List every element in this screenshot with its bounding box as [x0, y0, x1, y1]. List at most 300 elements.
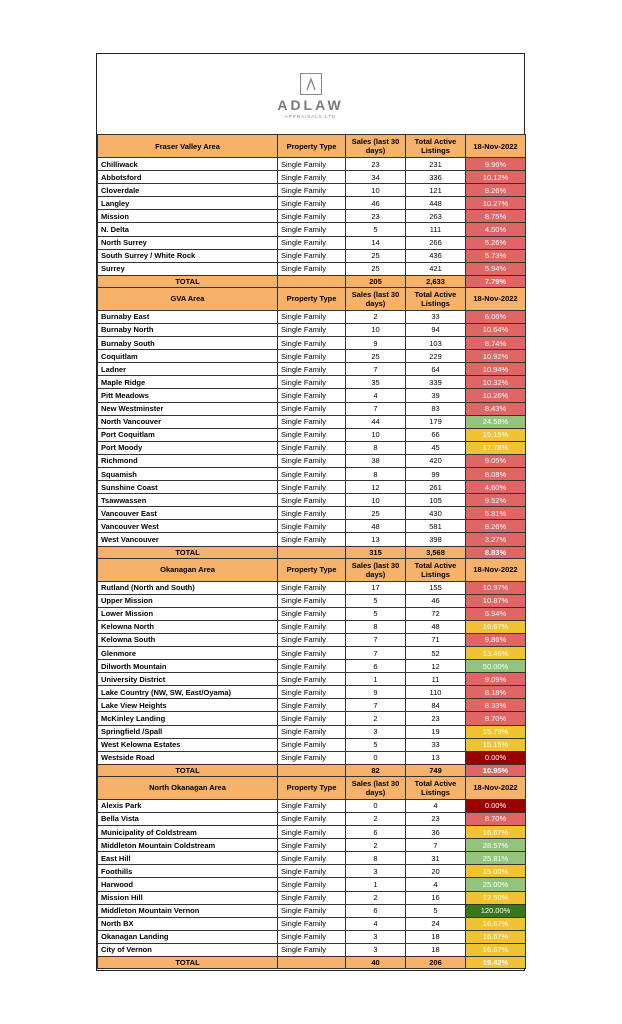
active-listings: 72: [406, 607, 466, 620]
total-label: TOTAL: [98, 956, 278, 968]
table-row: [98, 917, 526, 930]
table-row: [98, 891, 526, 904]
table-row: [98, 223, 526, 236]
table-row: [98, 751, 526, 764]
area-name: Middleton Mountain Coldstream: [98, 839, 278, 852]
sales-ratio: 15.15%: [466, 428, 526, 441]
table-row: [98, 494, 526, 507]
table-row: [98, 236, 526, 249]
property-type: Single Family: [278, 917, 346, 930]
active-listings: 83: [406, 402, 466, 415]
active-listings: 33: [406, 738, 466, 751]
table-row: [98, 184, 526, 197]
property-type: Single Family: [278, 249, 346, 262]
property-type: Single Family: [278, 376, 346, 389]
table-row: [98, 686, 526, 699]
property-type: Single Family: [278, 725, 346, 738]
property-type: Single Family: [278, 738, 346, 751]
sales-count: 48: [346, 520, 406, 533]
sales-ratio: 8.26%: [466, 520, 526, 533]
table-row: [98, 878, 526, 891]
active-listings: 52: [406, 647, 466, 660]
sales-count: 2: [346, 812, 406, 825]
section-header-row: [98, 558, 526, 581]
active-listings: 5: [406, 904, 466, 917]
sales-ratio: 16.67%: [466, 917, 526, 930]
active-listings: 430: [406, 507, 466, 520]
area-name: Richmond: [98, 454, 278, 467]
active-listings: 229: [406, 350, 466, 363]
sales-ratio: 10.94%: [466, 363, 526, 376]
sales-count: 7: [346, 633, 406, 646]
area-name: Burnaby North: [98, 323, 278, 336]
sales-ratio: 16.67%: [466, 930, 526, 943]
sales-ratio: 4.50%: [466, 223, 526, 236]
property-type: Single Family: [278, 262, 346, 275]
table-row: [98, 943, 526, 956]
active-listings: 12: [406, 660, 466, 673]
sales-count: 1: [346, 673, 406, 686]
sales-count: 8: [346, 620, 406, 633]
sales-count: 3: [346, 865, 406, 878]
sales-ratio: 10.97%: [466, 581, 526, 594]
sales-count: 8: [346, 441, 406, 454]
table-row: [98, 738, 526, 751]
sales-count: 25: [346, 262, 406, 275]
table-row: [98, 647, 526, 660]
active-listings: 94: [406, 323, 466, 336]
table-row: [98, 262, 526, 275]
area-name: Rutland (North and South): [98, 581, 278, 594]
area-name: North Surrey: [98, 236, 278, 249]
active-listings: 13: [406, 751, 466, 764]
area-name: Springfield /Spall: [98, 725, 278, 738]
brand-logo: [97, 54, 524, 134]
sales-ratio: 8.75%: [466, 210, 526, 223]
property-type: Single Family: [278, 481, 346, 494]
sales-count: 6: [346, 826, 406, 839]
table-row: [98, 660, 526, 673]
active-listings: 46: [406, 594, 466, 607]
table-row: [98, 633, 526, 646]
active-listings: 36: [406, 826, 466, 839]
section-header-row: [98, 776, 526, 799]
sales-ratio: 6.06%: [466, 310, 526, 323]
property-type: Single Family: [278, 350, 346, 363]
property-type: Single Family: [278, 236, 346, 249]
total-row: [98, 764, 526, 776]
sales-ratio: 5.94%: [466, 262, 526, 275]
listings-header: Total Active Listings: [406, 287, 466, 310]
total-label: TOTAL: [98, 764, 278, 776]
area-name: North BX: [98, 917, 278, 930]
area-name: Vancouver West: [98, 520, 278, 533]
total-row: [98, 546, 526, 558]
sales-ratio: 8.08%: [466, 467, 526, 480]
sales-ratio: 15.79%: [466, 725, 526, 738]
area-column-header: GVA Area: [98, 287, 278, 310]
property-type: Single Family: [278, 428, 346, 441]
sales-ratio: 120.00%: [466, 904, 526, 917]
area-name: Lake Country (NW, SW, East/Oyama): [98, 686, 278, 699]
sales-count: 14: [346, 236, 406, 249]
property-type: Single Family: [278, 454, 346, 467]
area-name: Kelowna North: [98, 620, 278, 633]
property-type: Single Family: [278, 494, 346, 507]
area-name: Westside Road: [98, 751, 278, 764]
sales-ratio: 8.43%: [466, 402, 526, 415]
property-type: Single Family: [278, 323, 346, 336]
active-listings: 23: [406, 712, 466, 725]
active-listings: 266: [406, 236, 466, 249]
sales-ratio: 50.00%: [466, 660, 526, 673]
table-row: [98, 930, 526, 943]
property-type: Single Family: [278, 826, 346, 839]
table-row: [98, 481, 526, 494]
property-type: Single Family: [278, 865, 346, 878]
table-row: [98, 852, 526, 865]
table-row: [98, 607, 526, 620]
active-listings: 105: [406, 494, 466, 507]
sales-ratio: 10.87%: [466, 594, 526, 607]
property-type: Single Family: [278, 852, 346, 865]
market-tables: [97, 134, 524, 969]
property-type: Single Family: [278, 799, 346, 812]
table-row: [98, 904, 526, 917]
sales-ratio: 5.81%: [466, 507, 526, 520]
total-label: TOTAL: [98, 546, 278, 558]
date-header: 18-Nov-2022: [466, 135, 526, 158]
table-row: [98, 467, 526, 480]
sales-ratio: 16.67%: [466, 943, 526, 956]
active-listings: 263: [406, 210, 466, 223]
area-name: South Surrey / White Rock: [98, 249, 278, 262]
sales-count: 25: [346, 507, 406, 520]
area-name: Tsawwassen: [98, 494, 278, 507]
sales-ratio: 10.32%: [466, 376, 526, 389]
property-type: Single Family: [278, 686, 346, 699]
sales-ratio: 8.18%: [466, 686, 526, 699]
table-row: [98, 533, 526, 546]
area-name: Langley: [98, 197, 278, 210]
sales-count: 6: [346, 904, 406, 917]
property-type-header: Property Type: [278, 287, 346, 310]
table-row: [98, 454, 526, 467]
sales-count: 10: [346, 494, 406, 507]
sales-count: 12: [346, 481, 406, 494]
area-name: Upper Mission: [98, 594, 278, 607]
table-row: [98, 839, 526, 852]
sales-ratio: 5.73%: [466, 249, 526, 262]
sales-count: 0: [346, 799, 406, 812]
sales-ratio: 25.00%: [466, 878, 526, 891]
active-listings: 24: [406, 917, 466, 930]
sales-ratio: 10.92%: [466, 350, 526, 363]
table-row: [98, 520, 526, 533]
sales-ratio: 9.52%: [466, 494, 526, 507]
sales-ratio: 13.46%: [466, 647, 526, 660]
sales-count: 2: [346, 839, 406, 852]
sales-ratio: 9.05%: [466, 454, 526, 467]
sales-ratio: 10.12%: [466, 171, 526, 184]
area-name: Burnaby East: [98, 310, 278, 323]
sales-ratio: 8.33%: [466, 699, 526, 712]
sales-count: 4: [346, 917, 406, 930]
sales-count: 25: [346, 249, 406, 262]
area-name: N. Delta: [98, 223, 278, 236]
table-row: [98, 337, 526, 350]
sales-count: 23: [346, 158, 406, 171]
active-listings: 398: [406, 533, 466, 546]
property-type: Single Family: [278, 363, 346, 376]
listings-table: [97, 134, 526, 969]
active-listings: 111: [406, 223, 466, 236]
area-name: Bella Vista: [98, 812, 278, 825]
property-type: Single Family: [278, 210, 346, 223]
sales-count: 10: [346, 428, 406, 441]
active-listings: 103: [406, 337, 466, 350]
sales-count: 4: [346, 389, 406, 402]
active-listings: 336: [406, 171, 466, 184]
sales-header: Sales (last 30 days): [346, 776, 406, 799]
area-name: Municipality of Coldstream: [98, 826, 278, 839]
active-listings: 4: [406, 878, 466, 891]
area-name: Mission Hill: [98, 891, 278, 904]
property-type: Single Family: [278, 812, 346, 825]
sales-ratio: 16.67%: [466, 826, 526, 839]
sales-ratio: 10.64%: [466, 323, 526, 336]
property-type: Single Family: [278, 647, 346, 660]
area-name: Kelowna South: [98, 633, 278, 646]
sales-count: 13: [346, 533, 406, 546]
table-row: [98, 673, 526, 686]
total-listings: 206: [406, 956, 466, 968]
total-row: [98, 275, 526, 287]
sales-count: 23: [346, 210, 406, 223]
area-name: University District: [98, 673, 278, 686]
total-sales: 40: [346, 956, 406, 968]
total-ratio: 10.95%: [466, 764, 526, 776]
property-type-header: Property Type: [278, 558, 346, 581]
sales-count: 5: [346, 594, 406, 607]
active-listings: 155: [406, 581, 466, 594]
active-listings: 110: [406, 686, 466, 699]
table-row: [98, 323, 526, 336]
table-row: [98, 350, 526, 363]
sales-ratio: 8.70%: [466, 812, 526, 825]
total-listings: 2,633: [406, 275, 466, 287]
active-listings: 66: [406, 428, 466, 441]
area-name: Alexis Park: [98, 799, 278, 812]
area-name: Abbotsford: [98, 171, 278, 184]
sales-ratio: 15.00%: [466, 865, 526, 878]
sales-ratio: 25.81%: [466, 852, 526, 865]
date-header: 18-Nov-2022: [466, 287, 526, 310]
sales-ratio: 17.78%: [466, 441, 526, 454]
sales-count: 7: [346, 402, 406, 415]
property-type-header: Property Type: [278, 776, 346, 799]
sales-ratio: 8.26%: [466, 184, 526, 197]
property-type: Single Family: [278, 223, 346, 236]
area-name: Vancouver East: [98, 507, 278, 520]
property-type: Single Family: [278, 441, 346, 454]
area-name: Dilworth Mountain: [98, 660, 278, 673]
area-name: Mission: [98, 210, 278, 223]
property-type: Single Family: [278, 594, 346, 607]
property-type: Single Family: [278, 415, 346, 428]
property-type: Single Family: [278, 699, 346, 712]
area-name: Sunshine Coast: [98, 481, 278, 494]
area-name: McKinley Landing: [98, 712, 278, 725]
sales-count: 3: [346, 943, 406, 956]
sales-header: Sales (last 30 days): [346, 558, 406, 581]
area-name: Surrey: [98, 262, 278, 275]
sales-count: 3: [346, 725, 406, 738]
active-listings: 448: [406, 197, 466, 210]
table-row: [98, 441, 526, 454]
total-row: [98, 956, 526, 968]
sales-count: 5: [346, 223, 406, 236]
area-name: Harwood: [98, 878, 278, 891]
area-name: East Hill: [98, 852, 278, 865]
active-listings: 71: [406, 633, 466, 646]
sales-header: Sales (last 30 days): [346, 287, 406, 310]
table-row: [98, 594, 526, 607]
table-row: [98, 865, 526, 878]
table-row: [98, 376, 526, 389]
sales-ratio: 15.15%: [466, 738, 526, 751]
brand-name: ADLAW: [277, 97, 344, 113]
area-column-header: North Okanagan Area: [98, 776, 278, 799]
table-row: [98, 171, 526, 184]
total-listings: 3,568: [406, 546, 466, 558]
sales-count: 9: [346, 337, 406, 350]
sales-ratio: 0.00%: [466, 799, 526, 812]
sales-count: 9: [346, 686, 406, 699]
active-listings: 20: [406, 865, 466, 878]
area-name: Pitt Meadows: [98, 389, 278, 402]
total-sales: 205: [346, 275, 406, 287]
active-listings: 581: [406, 520, 466, 533]
sales-count: 46: [346, 197, 406, 210]
active-listings: 16: [406, 891, 466, 904]
area-name: Port Moody: [98, 441, 278, 454]
table-row: [98, 699, 526, 712]
property-type: Single Family: [278, 891, 346, 904]
active-listings: 179: [406, 415, 466, 428]
active-listings: 339: [406, 376, 466, 389]
sales-ratio: 12.50%: [466, 891, 526, 904]
table-row: [98, 826, 526, 839]
table-row: [98, 158, 526, 171]
sales-count: 35: [346, 376, 406, 389]
sales-count: 2: [346, 310, 406, 323]
sales-count: 7: [346, 699, 406, 712]
listings-header: Total Active Listings: [406, 558, 466, 581]
sales-count: 5: [346, 607, 406, 620]
table-row: [98, 620, 526, 633]
sales-ratio: 5.26%: [466, 236, 526, 249]
total-label: TOTAL: [98, 275, 278, 287]
active-listings: 4: [406, 799, 466, 812]
property-type: Single Family: [278, 620, 346, 633]
sales-ratio: 6.94%: [466, 607, 526, 620]
sales-count: 2: [346, 891, 406, 904]
total-blank: [278, 764, 346, 776]
sales-ratio: 9.96%: [466, 158, 526, 171]
active-listings: 48: [406, 620, 466, 633]
property-type: Single Family: [278, 904, 346, 917]
area-name: Lake View Heights: [98, 699, 278, 712]
active-listings: 421: [406, 262, 466, 275]
area-name: Port Coquitlam: [98, 428, 278, 441]
table-row: [98, 581, 526, 594]
property-type: Single Family: [278, 467, 346, 480]
sales-count: 34: [346, 171, 406, 184]
active-listings: 18: [406, 930, 466, 943]
property-type: Single Family: [278, 943, 346, 956]
sales-count: 0: [346, 751, 406, 764]
sales-count: 10: [346, 323, 406, 336]
area-column-header: Okanagan Area: [98, 558, 278, 581]
active-listings: 121: [406, 184, 466, 197]
table-row: [98, 249, 526, 262]
brand-subtitle: APPRAISALS LTD: [284, 114, 337, 119]
table-row: [98, 415, 526, 428]
property-type: Single Family: [278, 197, 346, 210]
property-type: Single Family: [278, 673, 346, 686]
table-row: [98, 712, 526, 725]
total-ratio: 19.42%: [466, 956, 526, 968]
sales-count: 38: [346, 454, 406, 467]
section-header-row: [98, 135, 526, 158]
sales-count: 8: [346, 467, 406, 480]
area-column-header: Fraser Valley Area: [98, 135, 278, 158]
property-type: Single Family: [278, 633, 346, 646]
table-row: [98, 799, 526, 812]
property-type: Single Family: [278, 158, 346, 171]
property-type: Single Family: [278, 520, 346, 533]
sales-ratio: 9.86%: [466, 633, 526, 646]
sales-count: 6: [346, 660, 406, 673]
table-row: [98, 428, 526, 441]
active-listings: 436: [406, 249, 466, 262]
table-row: [98, 812, 526, 825]
sales-ratio: 10.27%: [466, 197, 526, 210]
active-listings: 31: [406, 852, 466, 865]
area-name: City of Vernon: [98, 943, 278, 956]
property-type: Single Family: [278, 660, 346, 673]
table-row: [98, 389, 526, 402]
area-name: New Westminster: [98, 402, 278, 415]
property-type: Single Family: [278, 581, 346, 594]
active-listings: 39: [406, 389, 466, 402]
area-name: West Kelowna Estates: [98, 738, 278, 751]
area-name: Squamish: [98, 467, 278, 480]
property-type: Single Family: [278, 712, 346, 725]
sales-count: 17: [346, 581, 406, 594]
property-type-header: Property Type: [278, 135, 346, 158]
table-row: [98, 507, 526, 520]
sales-count: 5: [346, 738, 406, 751]
sales-count: 44: [346, 415, 406, 428]
area-name: Chilliwack: [98, 158, 278, 171]
active-listings: 11: [406, 673, 466, 686]
property-type: Single Family: [278, 751, 346, 764]
active-listings: 420: [406, 454, 466, 467]
sales-ratio: 9.09%: [466, 673, 526, 686]
sales-count: 7: [346, 363, 406, 376]
